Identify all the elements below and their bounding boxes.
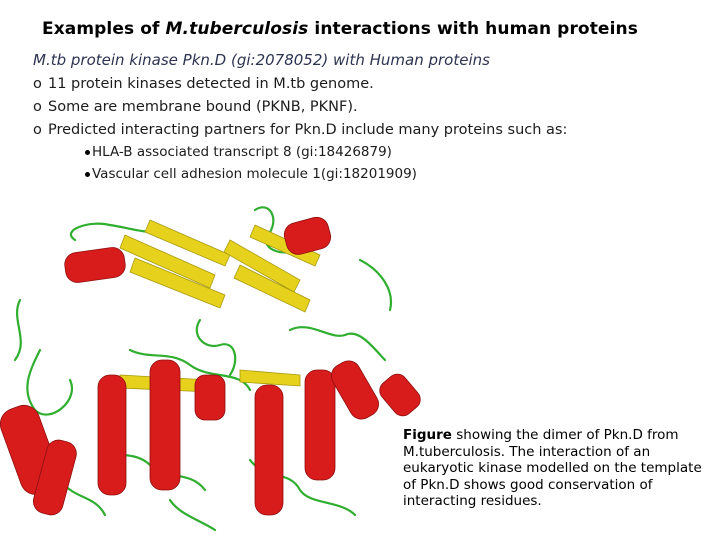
title-prefix: Examples of: [42, 19, 166, 39]
bullet-text: 11 protein kinases detected in M.tb genome.: [48, 76, 374, 92]
bullet-item: [33, 73, 567, 96]
bullet-text: Predicted interacting partners for Pkn.D include many proteins such as:: [48, 122, 568, 138]
bullet-list: [33, 73, 567, 142]
figure-caption: [403, 427, 715, 510]
bullet-item: [33, 119, 567, 142]
bullet-marker: o: [33, 76, 42, 92]
slide-subtitle: M.tb protein kinase Pkn.D (gi:2078052) with Human proteins: [33, 51, 490, 69]
bullet-text: Some are membrane bound (PKNB, PKNF).: [48, 99, 358, 115]
sub-bullet-text: Vascular cell adhesion molecule 1(gi:18201909): [92, 166, 417, 182]
sub-bullet-item: [85, 163, 417, 185]
bullet-item: [33, 96, 567, 119]
caption-label: Figure: [403, 427, 452, 443]
slide-title: [42, 19, 638, 39]
caption-text: showing the dimer of Pkn.D from M.tuberculosis. The interaction of an eukaryotic kinase modelled on the template of Pkn.D shows good conservation of interacting residues.: [403, 427, 702, 509]
bullet-dot-icon: [85, 150, 90, 155]
bullet-marker: o: [33, 99, 42, 115]
bullet-dot-icon: [85, 172, 90, 177]
title-suffix: interactions with human proteins: [308, 19, 638, 39]
bullet-marker: o: [33, 122, 42, 138]
title-organism: M.tuberculosis: [165, 19, 309, 39]
sub-bullet-list: [85, 141, 417, 185]
protein-structure-figure: [0, 200, 450, 540]
sub-bullet-text: HLA-B associated transcript 8 (gi:18426879): [92, 144, 392, 160]
sub-bullet-item: [85, 141, 417, 163]
